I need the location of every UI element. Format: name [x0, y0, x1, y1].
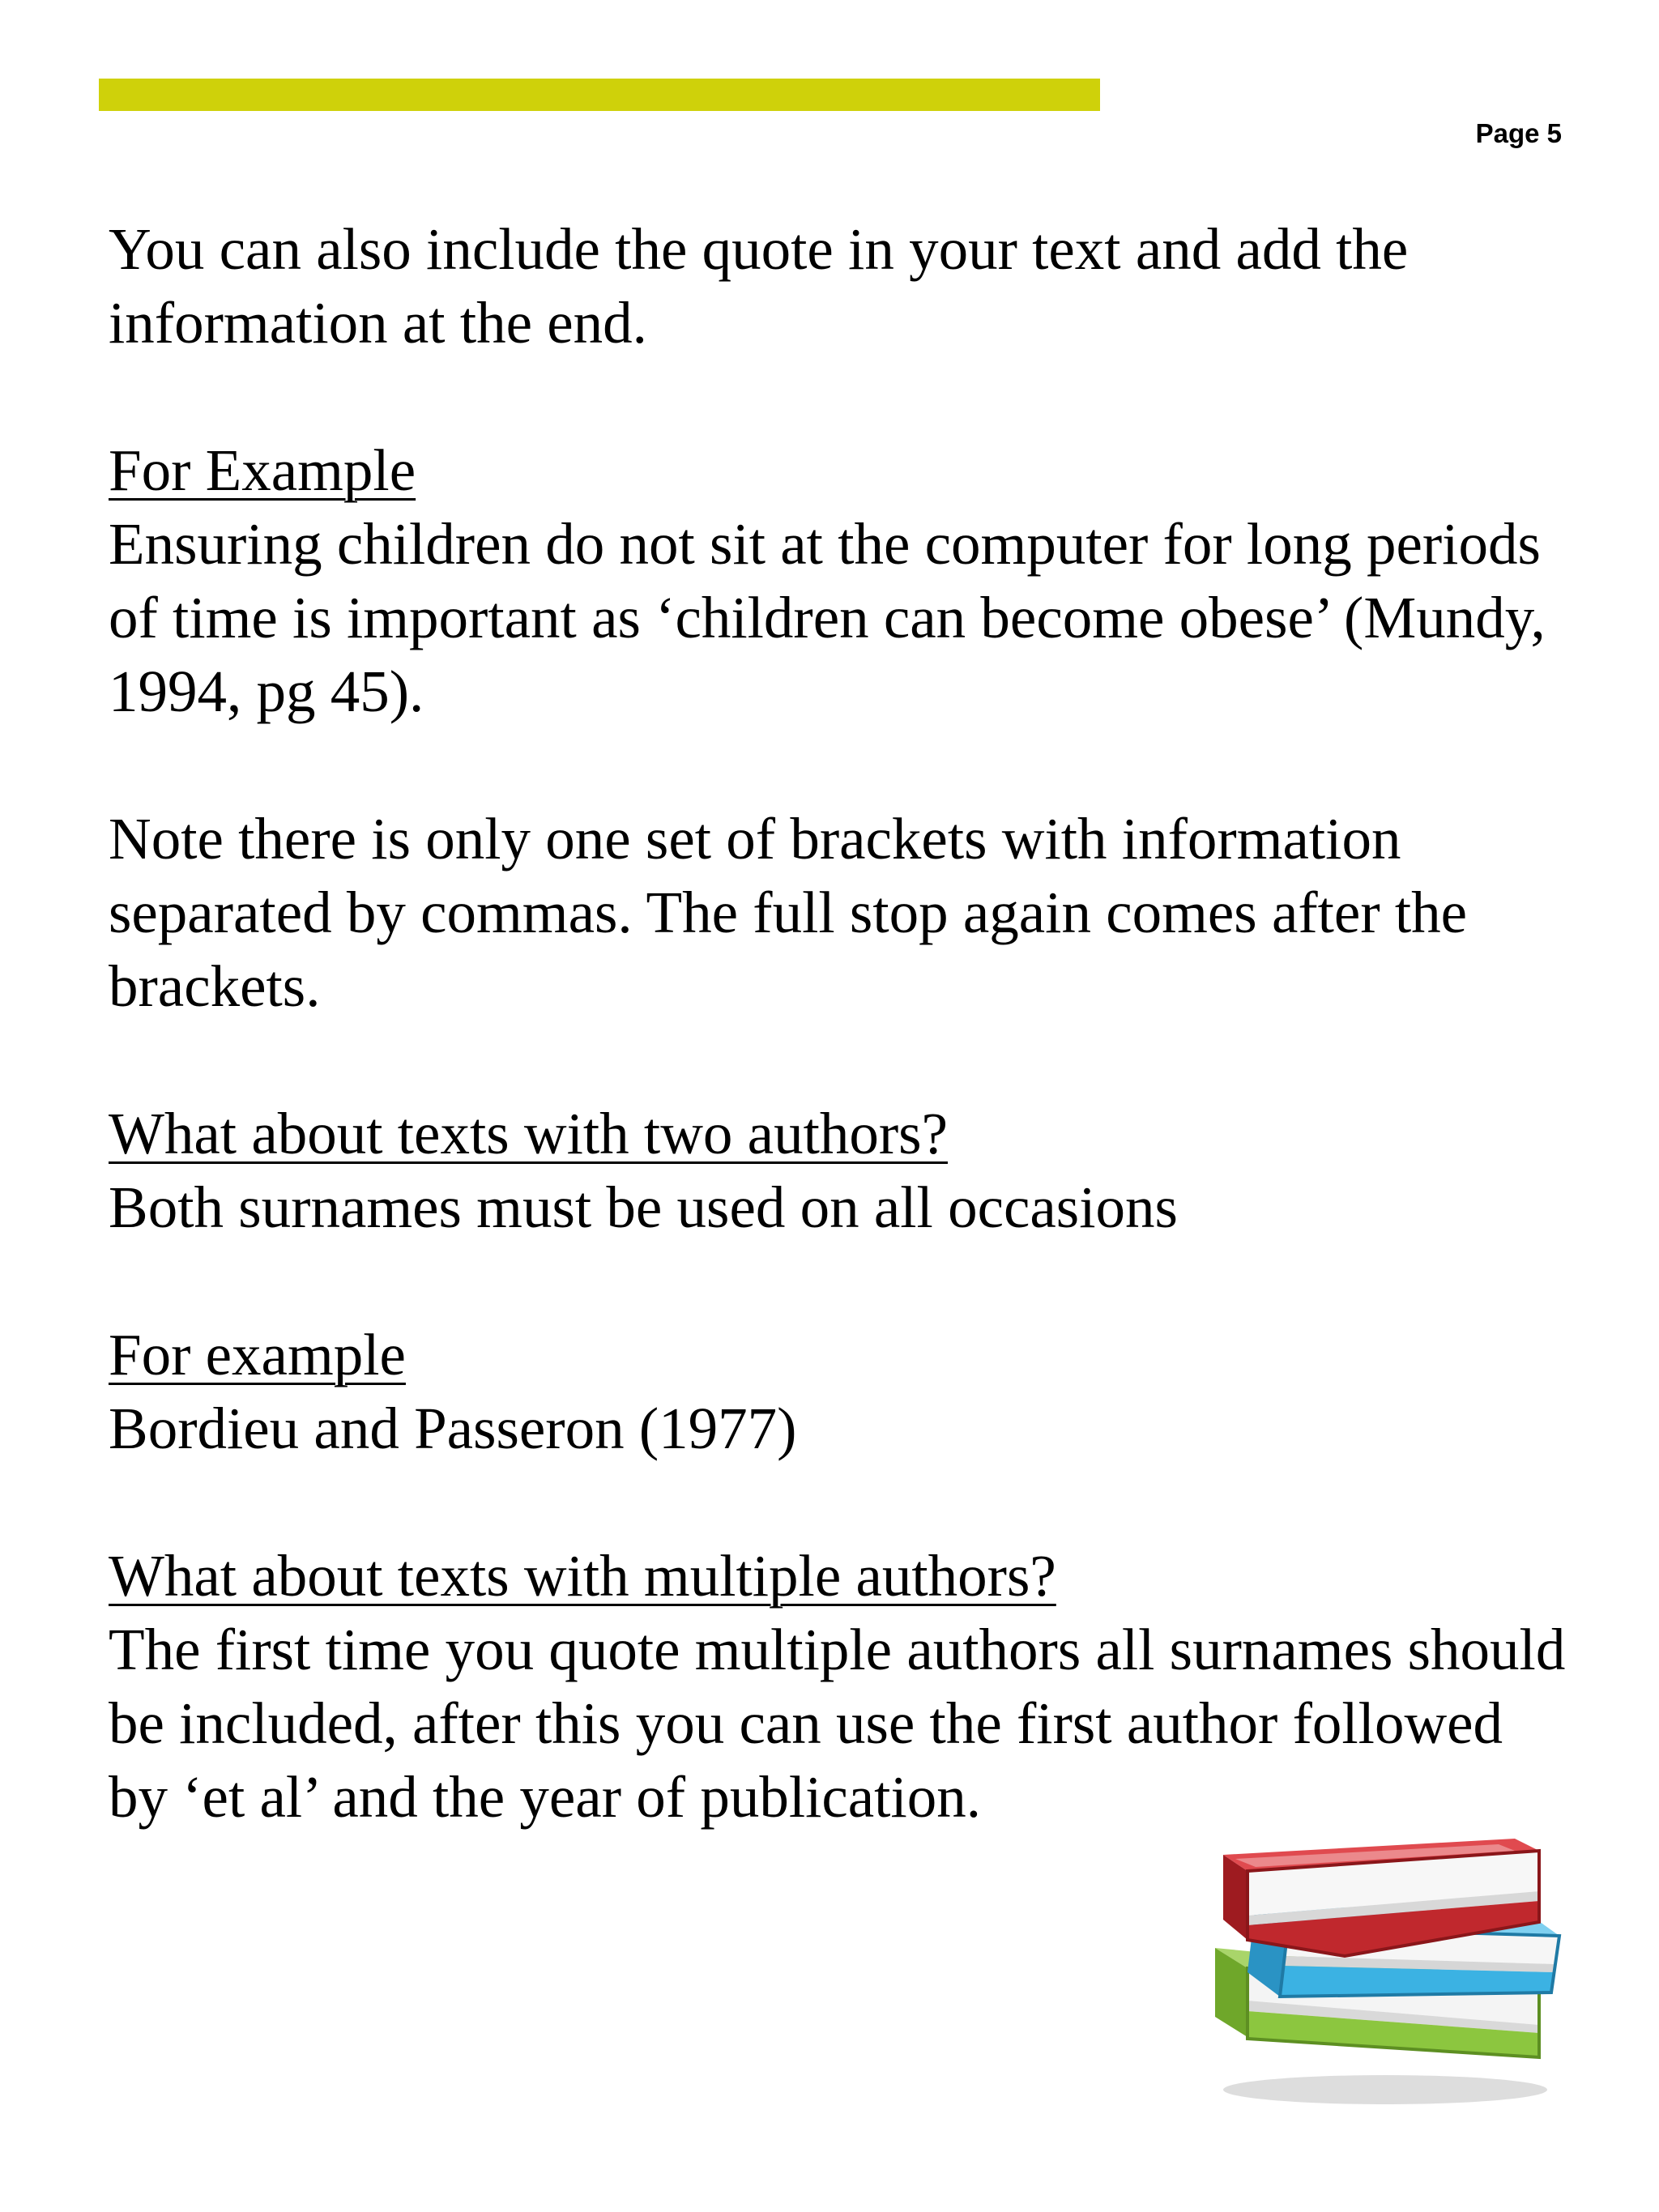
example-text-2: Bordieu and Passeron (1977) — [109, 1396, 797, 1461]
page-body — [109, 212, 1567, 1907]
multiple-authors-text: The first time you quote multiple authors all surnames should be included, after this you can use the first author followed by ‘et al’ and the year of publication. — [109, 1617, 1566, 1830]
note-paragraph: Note there is only one set of brackets with information separated by commas. The full stop again comes after the brackets. — [109, 806, 1468, 1019]
header-accent-bar — [99, 79, 1100, 111]
example-section-2 — [109, 1318, 1567, 1465]
two-authors-heading: What about texts with two authors? — [109, 1101, 948, 1166]
stack-of-books-icon — [1199, 1826, 1572, 2110]
example-heading-1: For Example — [109, 437, 416, 503]
example-section-1 — [109, 433, 1567, 728]
page-number: Page 5 — [1475, 118, 1562, 148]
multiple-authors-heading: What about texts with multiple authors? — [109, 1543, 1056, 1609]
two-authors-text: Both surnames must be used on all occasions — [109, 1174, 1178, 1240]
example-heading-2: For example — [109, 1322, 406, 1387]
intro-paragraph: You can also include the quote in your text and add the information at the end. — [109, 216, 1409, 356]
multiple-authors-section — [109, 1539, 1567, 1834]
example-text-1: Ensuring children do not sit at the computer for long periods of time is important as ‘children can become obese’ (Mundy, 1994, pg 45). — [109, 511, 1546, 724]
two-authors-section — [109, 1097, 1567, 1244]
